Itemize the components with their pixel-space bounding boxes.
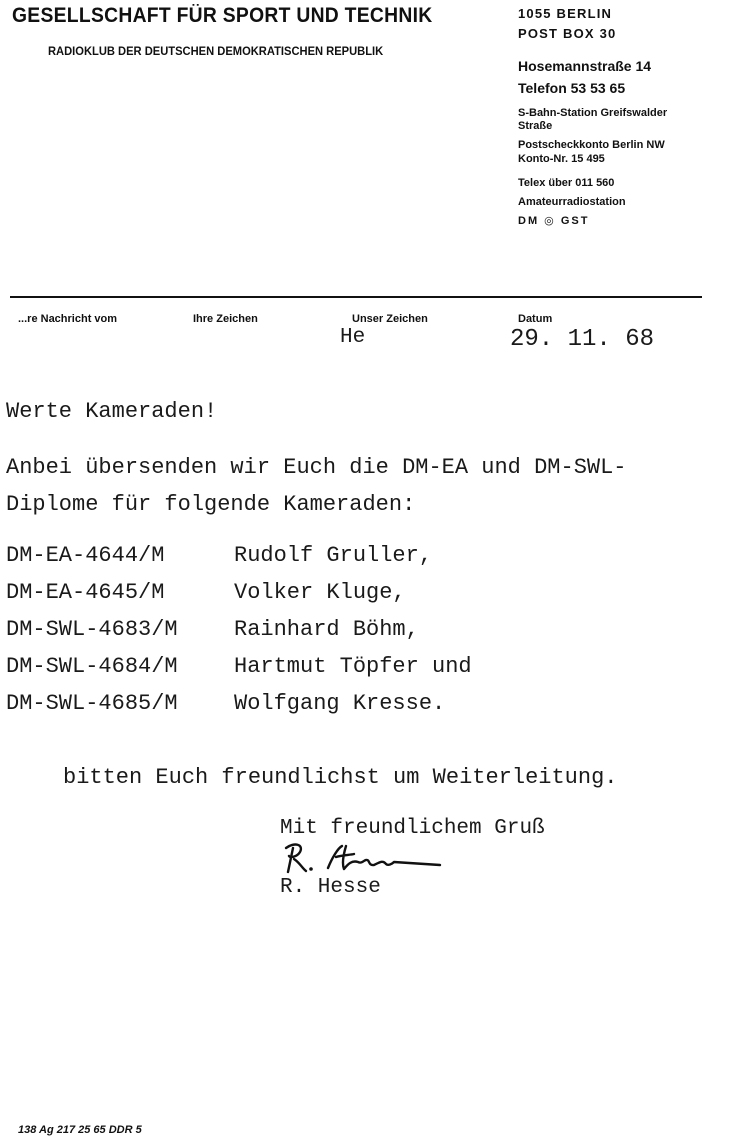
org-subtitle: RADIOKLUB DER DEUTSCHEN DEMOKRATISCHEN REPUBLIK <box>48 44 384 58</box>
address-postscheck-1: Postscheckkonto Berlin NW <box>518 139 665 151</box>
label-ihre-zeichen: Ihre Zeichen <box>193 313 258 325</box>
address-station-call: DM ◎ GST <box>518 215 590 227</box>
label-unser-zeichen: Unser Zeichen <box>352 313 428 325</box>
address-phone: Telefon 53 53 65 <box>518 80 626 96</box>
org-name: GESELLSCHAFT FÜR SPORT UND TECHNIK <box>12 4 433 27</box>
unser-zeichen-value: He <box>340 326 366 349</box>
signature <box>280 838 450 878</box>
diploma-name: Volker Kluge, <box>234 580 406 605</box>
label-ihre-nachricht: ...re Nachricht vom <box>18 313 118 325</box>
address-postscheck-2: Konto-Nr. 15 495 <box>518 153 605 165</box>
diploma-name: Hartmut Töpfer und <box>234 654 472 679</box>
closing: Mit freundlichem Gruß <box>280 817 545 840</box>
diploma-code: DM-EA-4645/M <box>6 580 165 605</box>
address-postbox: POST BOX 30 <box>518 26 617 41</box>
diploma-code: DM-SWL-4684/M <box>6 654 178 679</box>
address-station-label: Amateurradiostation <box>518 196 626 208</box>
diploma-code: DM-SWL-4685/M <box>6 691 178 716</box>
label-datum: Datum <box>518 313 553 325</box>
salutation: Werte Kameraden! <box>6 399 218 424</box>
diploma-code: DM-EA-4644/M <box>6 543 165 568</box>
diploma-name: Wolfgang Kresse. <box>234 691 446 716</box>
intro-line-1: Anbei übersenden wir Euch die DM-EA und DM-SWL- <box>6 455 627 480</box>
address-telex: Telex über 011 560 <box>518 177 615 189</box>
diploma-name: Rainhard Böhm, <box>234 617 419 642</box>
datum-value: 29. 11. 68 <box>510 326 655 353</box>
address-city: 1055 BERLIN <box>518 6 613 21</box>
request-line: bitten Euch freundlichst um Weiterleitung. <box>63 765 618 790</box>
print-code: 138 Ag 217 25 65 DDR 5 <box>18 1124 142 1136</box>
header-rule <box>10 296 702 298</box>
address-sbahn-1: S-Bahn-Station Greifswalder <box>518 107 668 119</box>
intro-line-2: Diplome für folgende Kameraden: <box>6 492 416 517</box>
address-street: Hosemannstraße 14 <box>518 58 652 74</box>
signer-name: R. Hesse <box>280 876 381 899</box>
diploma-code: DM-SWL-4683/M <box>6 617 178 642</box>
diploma-name: Rudolf Gruller, <box>234 543 433 568</box>
address-sbahn-2: Straße <box>518 120 553 132</box>
